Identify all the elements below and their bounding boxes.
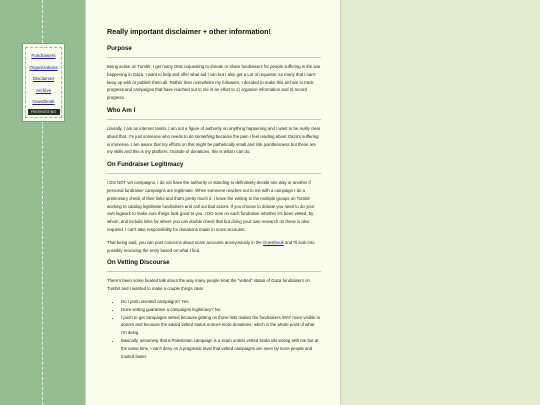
vetting-bullet-list	[121, 298, 321, 360]
section-divider	[107, 119, 321, 120]
legit-text-b: and I'll look into possibly removing the entry based on what I find.	[107, 239, 315, 253]
who-text-b: because the pain I feel reading about Gaza's suffering is immense. I am aware that my efforts on this might be pathetically small and risk pointlessness but these are my skills and this is my platform. Outside of donations, this is what I can do.	[107, 133, 319, 155]
sidebar-nav	[22, 43, 65, 122]
list-item: • Does vetting guarantee a campaigns legitimacy? No.	[121, 306, 321, 314]
nav-link-guestbook[interactable]: Guestbook	[32, 99, 55, 104]
nav-link-organizations[interactable]: Organizations	[29, 64, 58, 70]
legitimacy-paragraph: I DO NOT vet campaigns. I do not have the authority or standing to definitively decide one way or another if personal fundraiser campaigns are legitimate. When someone reaches out to me with a campaign I do a preliminary check of their links and that's pretty much it. I leave the vetting to the multiple groups on Tumblr working to catalog legitimate fundraisers and call out bad actors. If you choose to donate you need to do your own legwork to make sure things look good to you. I DO note on each fundraiser whether it's been vetted, by whom, and include links for where you can double check that but doing your own research on these is also required. I can't take responsibility for donations made to scam accounts.	[107, 180, 315, 232]
freehosting-badge[interactable]: FREEHOSTING	[28, 109, 60, 115]
section-divider	[107, 57, 321, 58]
page-title: Really important disclaimer + other information!	[107, 27, 271, 36]
list-item: • Basically, assuming that a Palestinian campaign is a scam unless vetted kinda sits wrong with me but at the same time, I can't deny on a pragmatic level that vetted campaigns are seen by more people and trusted faster.	[121, 337, 321, 360]
legitimacy-guestbook-paragraph	[107, 239, 321, 255]
title-spacer	[107, 36, 321, 45]
section-heading-purpose: Purpose	[107, 45, 132, 52]
section-divider	[107, 271, 321, 272]
right-background-panel	[341, 0, 540, 405]
vetting-paragraph: There's been some heated talk about the way many people treat the "vetted" status of Gaza fundraisers on Tumblr and I wanted to make a couple things clear.	[107, 278, 310, 292]
nav-link-archive[interactable]: Archive	[35, 87, 52, 93]
sidebar-inner	[25, 47, 62, 118]
list-item: • I push to get campaigns vetted because getting on those lists makes the fundraisers WAY more visible to donors and because the added vetted status entices more donations, which is the whole point of what I'm doing.	[121, 314, 321, 337]
section-heading-legitimacy: On Fundraiser Legitimacy	[107, 161, 184, 169]
section-heading-vetting: On Vetting Discourse	[107, 259, 170, 267]
legit-text-a: That being said, you can post concerns about scam accounts anonymously in the	[107, 239, 263, 245]
main-content	[85, 0, 341, 405]
section-divider	[107, 173, 321, 174]
who-text-a: Literally, I am an internet rando. I am not a figure of authority on anything happening and I want to be really clear about that. I'm just someone who needs to do	[107, 125, 321, 139]
nav-link-disclaimer[interactable]: Disclaimer	[32, 76, 55, 81]
section-heading-who-am-i: Who Am I	[107, 106, 136, 114]
guestbook-inline-link[interactable]: Guestbook	[262, 239, 284, 245]
list-item: • Do I post unvetted campaigns? Yes.	[121, 298, 321, 306]
nav-link-fundraisers[interactable]: Fundraisers	[31, 53, 56, 58]
who-text-emphasis: something	[194, 133, 215, 139]
purpose-paragraph: Being active on Tumblr, I get many DMs requesting to donate or share fundraisers for people suffering in the war happening in Gaza. I want to help and offer what aid I can but I also get a Lot of requests- so many that I can't keep up with or publish them all. Rather than overwhelm my followers, I decided to make this archive to track progress and campaigns that have reached out to me in an effort to 1) organize information and 2) record progress.	[107, 64, 321, 101]
who-am-i-paragraph	[107, 125, 321, 156]
